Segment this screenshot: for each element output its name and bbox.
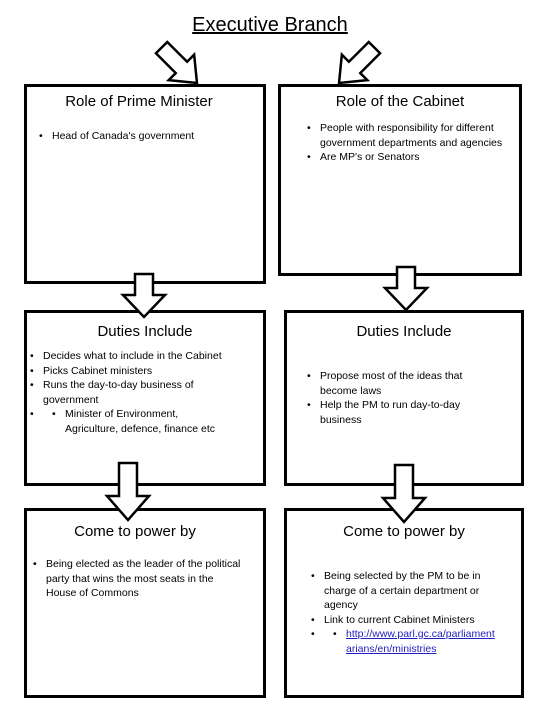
prime-minister-duties-list: [28, 349, 242, 436]
cabinet-role-list: [305, 121, 515, 165]
list-item: • Link to current Cabinet Ministers: [309, 613, 515, 628]
ministries-link[interactable]: http://www.parl.gc.ca/parliamentarians/en/ministries: [346, 628, 495, 655]
list-item: • People with responsibility for different government departments and agencies: [305, 121, 515, 150]
arrow-down-icon: [121, 273, 167, 319]
list-item: • Being elected as the leader of the political party that wins the most seats in the House of Commons: [31, 557, 243, 601]
arrow-down-right-icon: [326, 36, 386, 96]
prime-minister-role-heading: Role of Prime Minister: [65, 93, 213, 110]
prime-minister-duties-box: [24, 310, 266, 486]
prime-minister-power-heading: Come to power by: [74, 523, 196, 540]
list-item: [28, 407, 242, 436]
list-item: • Propose most of the ideas that become laws: [305, 369, 485, 398]
arrow-down-icon: [381, 464, 427, 526]
prime-minister-role-list: [37, 129, 257, 144]
list-item: • Decides what to include in the Cabinet: [28, 349, 242, 364]
cabinet-role-heading: Role of the Cabinet: [335, 93, 465, 110]
prime-minister-power-box: [24, 508, 266, 698]
cabinet-role-box: [278, 84, 522, 276]
prime-minister-duties-heading: Duties Include: [97, 323, 193, 340]
cabinet-power-box: [284, 508, 524, 698]
duties-sublist: [28, 407, 242, 436]
cabinet-power-list: [309, 569, 515, 656]
list-item: • Being selected by the PM to be in charge of a certain department or agency: [309, 569, 515, 613]
sub-list-item: [331, 627, 496, 656]
list-item: • Picks Cabinet ministers: [28, 364, 242, 379]
sub-list-item: • • Minister of Environment, Agriculture, defence, finance etc: [50, 407, 215, 436]
list-item: • Head of Canada's government: [37, 129, 257, 144]
cabinet-duties-list: [305, 369, 485, 427]
list-item: • Runs the day-to-day business of government: [28, 378, 242, 407]
page-title: Executive Branch: [192, 14, 348, 36]
list-item: [309, 627, 515, 656]
cabinet-duties-heading: Duties Include: [356, 323, 452, 340]
list-item: • Help the PM to run day-to-day business: [305, 398, 485, 427]
arrow-down-icon: [383, 266, 429, 312]
cabinet-duties-box: [284, 310, 524, 486]
arrow-down-left-icon: [150, 36, 210, 96]
cabinet-power-heading: Come to power by: [343, 523, 465, 540]
prime-minister-role-box: [24, 84, 266, 284]
link-sublist: [309, 627, 515, 656]
list-item: • Are MP's or Senators: [305, 150, 515, 165]
arrow-down-icon: [105, 462, 151, 524]
prime-minister-power-list: [31, 557, 243, 601]
